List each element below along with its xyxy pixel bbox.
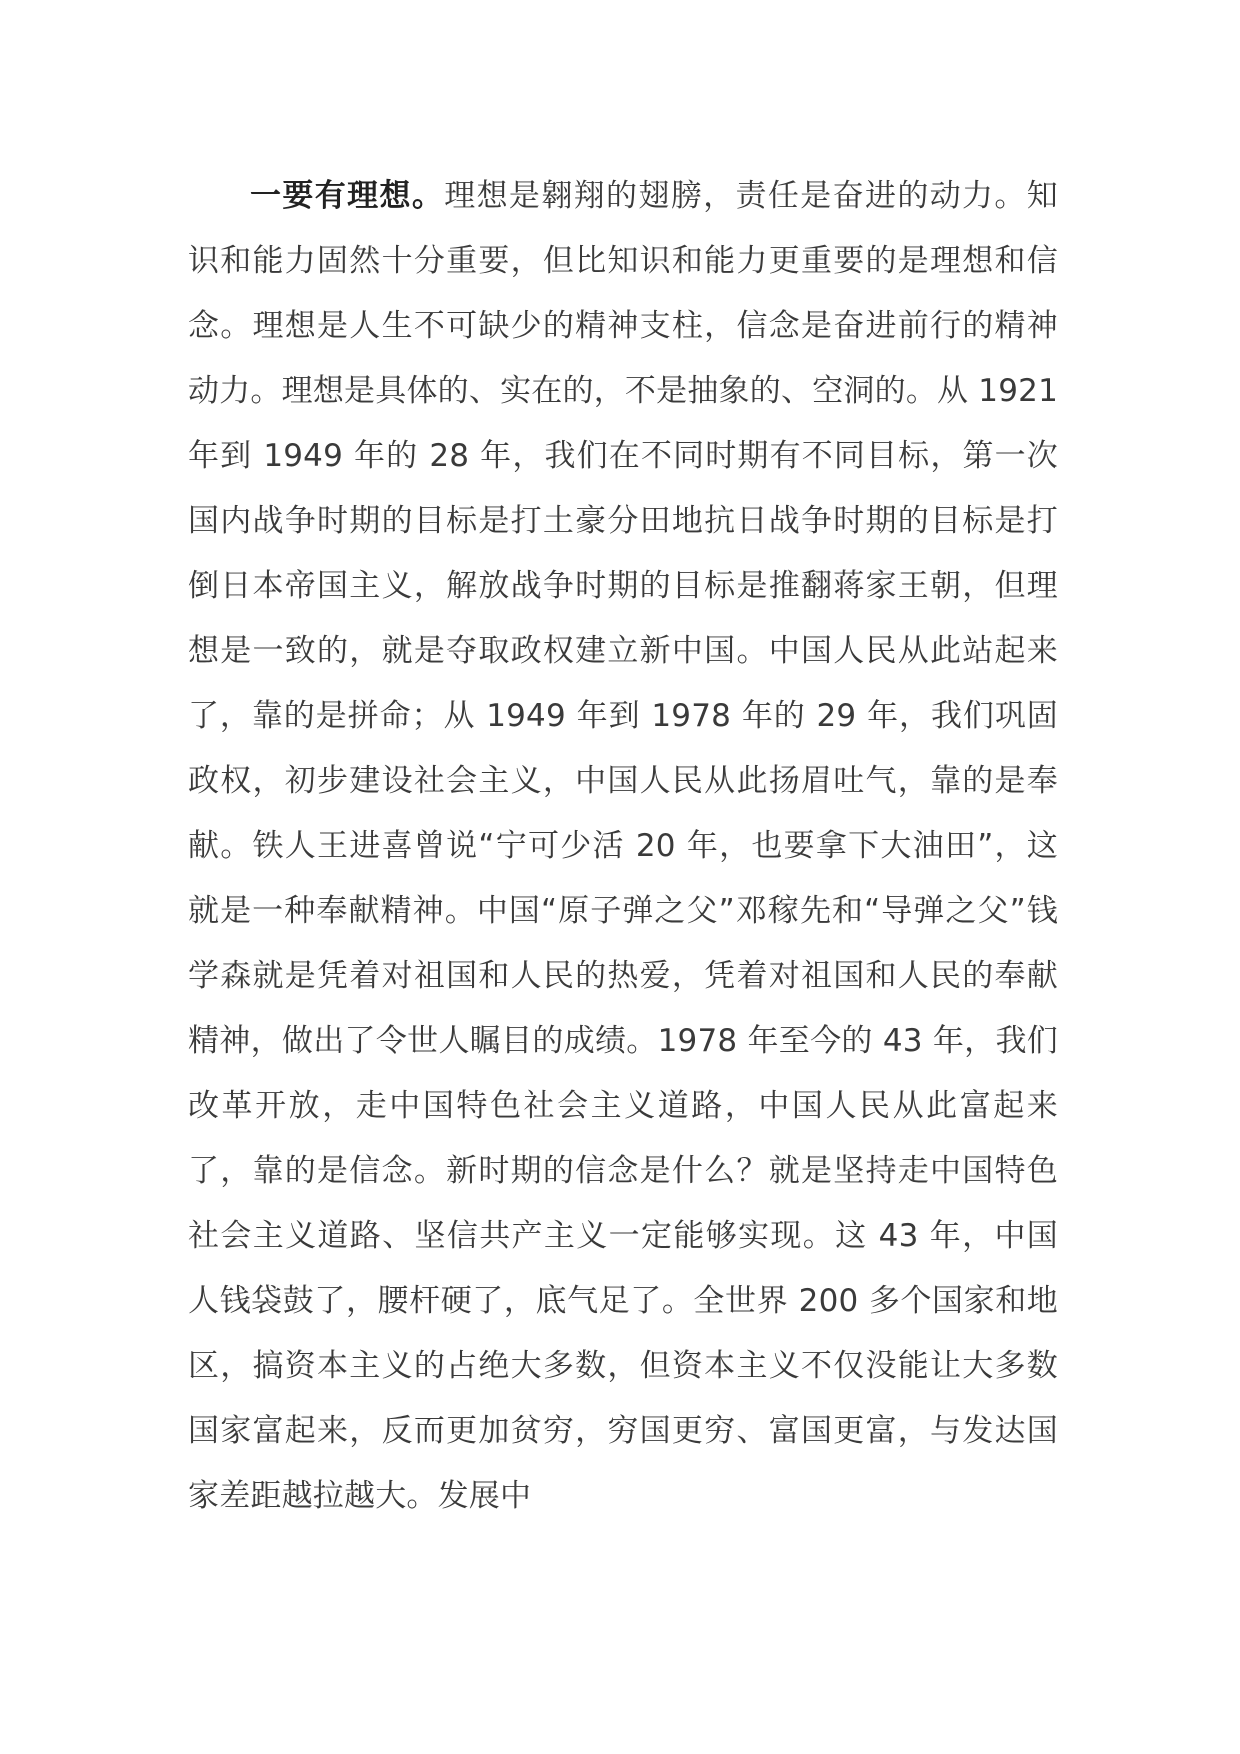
paragraph-lead-heading: 一要有理想。 — [250, 178, 445, 214]
paragraph-body-text: 理想是翱翔的翅膀，责任是奋进的动力。知识和能力固然十分重要，但比知识和能力更重要的是理想和信念。理想是人生不可缺少的精神支柱，信念是奋进前行的精神动力。理想是具体的、实在的，不是抽象的、空洞的。从 1921 年到 1949 年的 28 年，我们在不同时期有不同目标，第一次国内战争时期的目标是打土豪分田地抗日战争时期的目标是打倒日本帝国主义，解放战争时期的目标是推翻蒋家王朝，但理想是一致的，就是夺取政权建立新中国。中国人民从此站起来了，靠的是拼命；从 1949 年到 1978 年的 29 年，我们巩固政权，初步建设社会主义，中国人民从此扬眉吐气，靠的是奉献。铁人王进喜曾说“宁可少活 20 年，也要拿下大油田”，这就是一种奉献精神。中国“原子弹之父”邓稼先和“导弹之父”钱学森就是凭着对祖国和人民的热爱，凭着对祖国和人民的奉献精神，做出了令世人瞩目的成绩。1978 年至今的 43 年，我们改革开放，走中国特色社会主义道路，中国人民从此富起来了，靠的是信念。新时期的信念是什么？就是坚持走中国特色社会主义道路、坚信共产主义一定能够实现。这 43 年，中国人钱袋鼓了，腰杆硬了，底气足了。全世界 200 多个国家和地区，搞资本主义的占绝大多数，但资本主义不仅没能让大多数国家富起来，反而更加贫穷，穷国更穷、富国更富，与发达国家差距越拉越大。发展中 — [188, 178, 1058, 1514]
body-paragraph — [188, 164, 1058, 1529]
